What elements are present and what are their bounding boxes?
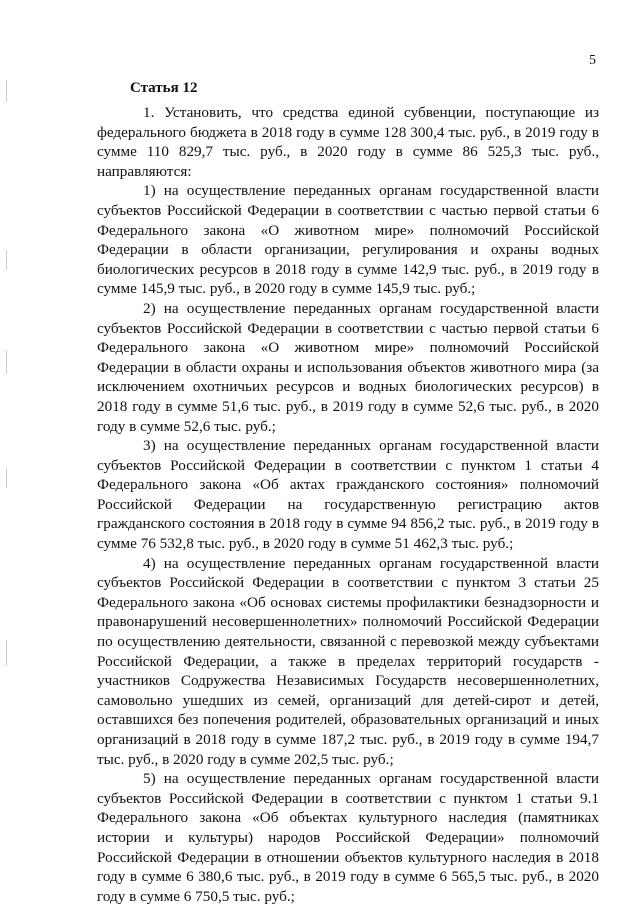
paragraph-item-5: 5) на осуществление переданных органам государственной власти субъектов Российской Федерации в соответствии с пунктом 1 статьи 9.1 Федерального закона «Об объектах культурного наследия (памятниках истории и культуры) народов Российской Федерации» полномочий Российской Федерации в отношении объектов культурного наследия в 2018 году в сумме 6 380,6 тыс. руб., в 2019 году в сумме 6 565,5 тыс. руб., в 2020 году в сумме 6 750,5 тыс. руб.; <box>97 770 599 905</box>
article-heading: Статья 12 <box>130 80 198 96</box>
paragraph-item-2: 2) на осуществление переданных органам государственной власти субъектов Российской Федерации в соответствии с частью первой статьи 6 Федерального закона «О животном мире» полномочий Российской Федерации в области охраны и использования объектов животного мира (за исключением охотничьих ресурсов и водных биологических ресурсов) в 2018 году в сумме 51,6 тыс. руб., в 2019 году в сумме 52,6 тыс. руб., в 2020 году в сумме 52,6 тыс. руб.; <box>97 299 599 435</box>
article-body <box>97 103 599 906</box>
paragraph-item-3: 3) на осуществление переданных органам государственной власти субъектов Российской Федерации в соответствии с пунктом 1 статьи 4 Федерального закона «Об актах гражданского состояния» полномочий Российской Федерации на государственную регистрацию актов гражданского состояния в 2018 году в сумме 94 856,2 тыс. руб., в 2019 году в сумме 76 532,8 тыс. руб., в 2020 году в сумме 51 462,3 тыс. руб.; <box>97 437 599 553</box>
paragraph-item-1: 1) на осуществление переданных органам государственной власти субъектов Российской Федерации в соответствии с частью первой статьи 6 Федерального закона «О животном мире» полномочий Российской Федерации в области организации, регулирования и охраны водных биологических ресурсов в 2018 году в сумме 142,9 тыс. руб., в 2019 году в сумме 145,9 тыс. руб., в 2020 году в сумме 145,9 тыс. руб.; <box>97 182 599 298</box>
scan-edge-mark <box>6 468 7 488</box>
scan-edge-mark <box>6 250 7 270</box>
paragraph-intro: 1. Установить, что средства единой субвенции, поступающие из федерального бюджета в 2018 году в сумме 128 300,4 тыс. руб., в 2019 году в сумме 110 829,7 тыс. руб., в 2020 году в сумме 86 525,3 тыс. руб., направляются: <box>97 104 599 180</box>
page-number: 5 <box>589 53 596 68</box>
paragraph-item-4: 4) на осуществление переданных органам государственной власти субъектов Российской Федерации в соответствии с пунктом 3 статьи 25 Федерального закона «Об основах системы профилактики безнадзорности и правонарушений несовершеннолетних» полномочий Российской Федерации по осуществлению деятельности, связанной с перевозкой между субъектами Российской Федерации, а также в пределах территорий государств - участников Содружества Независимых Государств несовершеннолетних, самовольно ушедших из семей, организаций для детей-сирот и детей, оставшихся без попечения родителей, образовательных организаций и иных организаций в 2018 году в сумме 187,2 тыс. руб., в 2019 году в сумме 194,7 тыс. руб., в 2020 году в сумме 202,5 тыс. руб.; <box>97 554 599 768</box>
scan-edge-mark <box>6 640 7 666</box>
scan-edge-mark <box>6 350 7 374</box>
scan-edge-mark <box>6 80 7 102</box>
